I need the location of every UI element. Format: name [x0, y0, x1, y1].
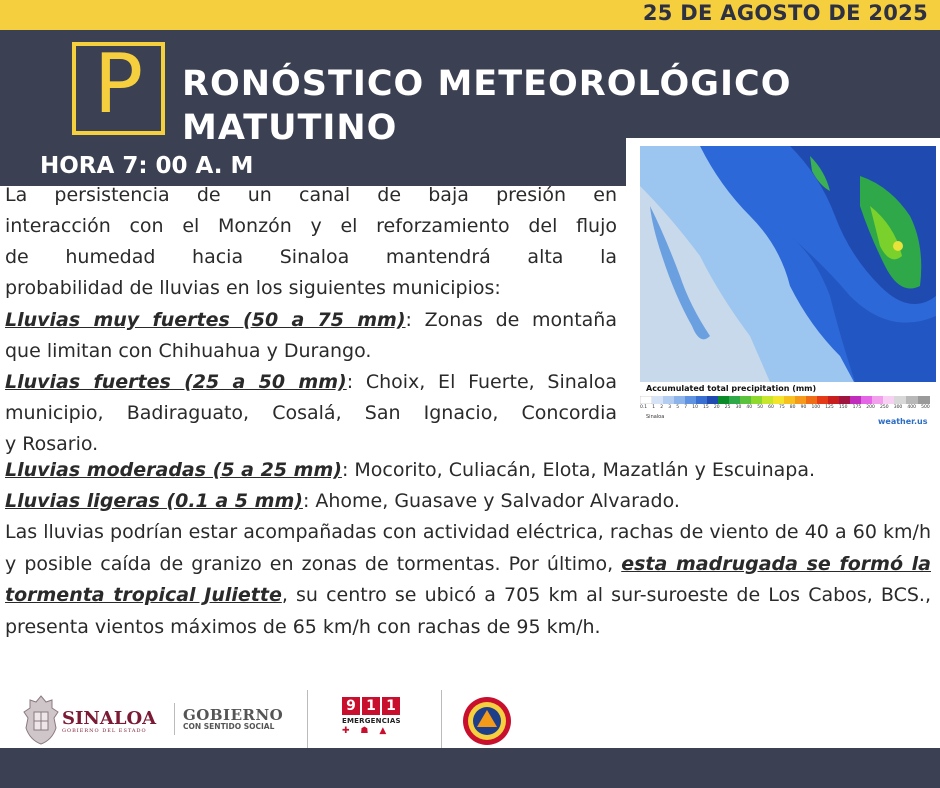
closing-text: , su centro se ubicó a 705 km al sur-suroeste de Los Cabos, BCS., presenta vientos máximos de 65 km/h con rachas de 95 km/h.: [5, 584, 931, 638]
category-label: Lluvias fuertes (25 a 50 mm): [5, 371, 347, 393]
map-scale-labels: [640, 405, 930, 410]
intro-line: probabilidad de lluvias en los siguientes municipios:: [5, 277, 501, 299]
sinaloa-logo-subtitle: GOBIERNO DEL ESTADO: [62, 728, 147, 734]
category-text: : Mocorito, Culiacán, Elota, Mazatlán y Escuinapa.: [341, 459, 816, 481]
intro-line: interacción con el Monzón y el reforzamiento del flujo: [5, 215, 617, 237]
title-initial-box: [72, 37, 165, 135]
closing-emphasis: esta madrugada se formó la tormenta tropical Juliette: [5, 552, 931, 606]
map-scale-label: 25: [724, 405, 731, 410]
category-text: : Choix, El Fuerte, Sinaloa: [346, 371, 617, 393]
emergency-digit: 1: [382, 697, 400, 715]
page-title-line-2: MATUTINO: [182, 108, 398, 148]
map-scale-label: 100: [811, 405, 821, 410]
logo-divider: [174, 703, 175, 735]
category-label: Lluvias muy fuertes (50 a 75 mm): [5, 309, 406, 331]
map-region-label: Sinaloa: [646, 414, 665, 420]
emergency-digit: 1: [362, 697, 380, 715]
category-text: y Rosario.: [5, 433, 99, 455]
map-brand: weather.us: [878, 417, 928, 426]
category-text: municipio, Badiraguato, Cosalá, San Ignacio, Concordia: [5, 402, 617, 424]
emergency-icons: ✚ ☗ ▲: [342, 726, 391, 736]
map-scale-label: 2: [660, 405, 664, 410]
emergencias-911-logo: [342, 697, 402, 736]
closing-text: Las lluvias podrían estar acompañadas con actividad eléctrica, rachas de viento de 40 a 60 km/h y posible caída de granizo en zonas de tormentas. Por último,: [5, 521, 931, 575]
logo-divider: [441, 690, 442, 748]
map-scale-label: 400: [907, 405, 916, 410]
intro-line: La persistencia de un canal de baja presión en: [5, 184, 617, 206]
map-scale-label: 7: [684, 405, 688, 410]
map-scale-label: 200: [866, 405, 875, 410]
map-scale-label: 50: [757, 405, 763, 410]
category-ligeras: [5, 486, 931, 518]
map-scale-label: 60: [768, 405, 774, 410]
map-scale-label: 0.1: [640, 405, 648, 410]
map-scale-label: 150: [838, 405, 848, 410]
date-label: 25 DE AGOSTO DE 2025: [642, 1, 928, 25]
gobierno-logo-subtitle: CON SENTIDO SOCIAL: [183, 722, 275, 731]
forecast-time: HORA 7: 00 A. M: [40, 153, 254, 179]
category-text: que limitan con Chihuahua y Durango.: [5, 340, 372, 362]
map-scale-label: 90: [800, 405, 807, 410]
title-initial: P: [93, 37, 144, 132]
page-title-line-1: RONÓSTICO METEOROLÓGICO: [182, 64, 792, 104]
map-scale-label: 5: [676, 405, 680, 410]
category-text: : Ahome, Guasave y Salvador Alvarado.: [302, 490, 680, 512]
map-scale-label: 80: [789, 405, 796, 410]
precipitation-map-image: [640, 146, 936, 382]
footer-bar: [0, 748, 940, 788]
map-scale-label: 3: [668, 405, 672, 410]
sinaloa-coat-of-arms-icon: [22, 694, 60, 746]
map-scale-label: 40: [746, 405, 753, 410]
emergency-label: EMERGENCIAS: [342, 717, 401, 725]
gobierno-logo-text: GOBIERNO: [183, 706, 284, 724]
date-bar: [0, 0, 940, 30]
map-scale-label: 300: [893, 405, 903, 410]
map-scale-label: 75: [778, 405, 785, 410]
map-scale-label: 15: [703, 405, 709, 410]
category-muy-fuertes: [5, 305, 617, 337]
proteccion-civil-icon: [462, 696, 512, 746]
map-scale-label: 250: [880, 405, 889, 410]
category-label: Lluvias moderadas (5 a 25 mm): [5, 459, 342, 481]
map-scale-label: 10: [692, 405, 698, 410]
map-caption: Accumulated total precipitation (mm): [646, 384, 817, 393]
closing-paragraph: [5, 517, 931, 643]
intro-line: de humedad hacia Sinaloa mantendrá alta la: [5, 246, 617, 268]
map-scale-label: 175: [852, 405, 862, 410]
precipitation-color-scale: [640, 396, 930, 404]
emergency-digit: 9: [342, 697, 360, 715]
category-text: : Zonas de montaña: [405, 309, 617, 331]
map-scale-label: 20: [713, 405, 720, 410]
map-scale-label: 30: [735, 405, 742, 410]
sinaloa-logo-text: SINALOA: [62, 708, 157, 729]
logo-divider: [307, 690, 308, 748]
category-moderadas: [5, 455, 931, 487]
category-label: Lluvias ligeras (0.1 a 5 mm): [5, 490, 303, 512]
category-fuertes: [5, 367, 617, 399]
map-scale-label: 1: [652, 405, 656, 410]
map-scale-label: 125: [825, 405, 834, 410]
map-scale-label: 500: [921, 405, 930, 410]
